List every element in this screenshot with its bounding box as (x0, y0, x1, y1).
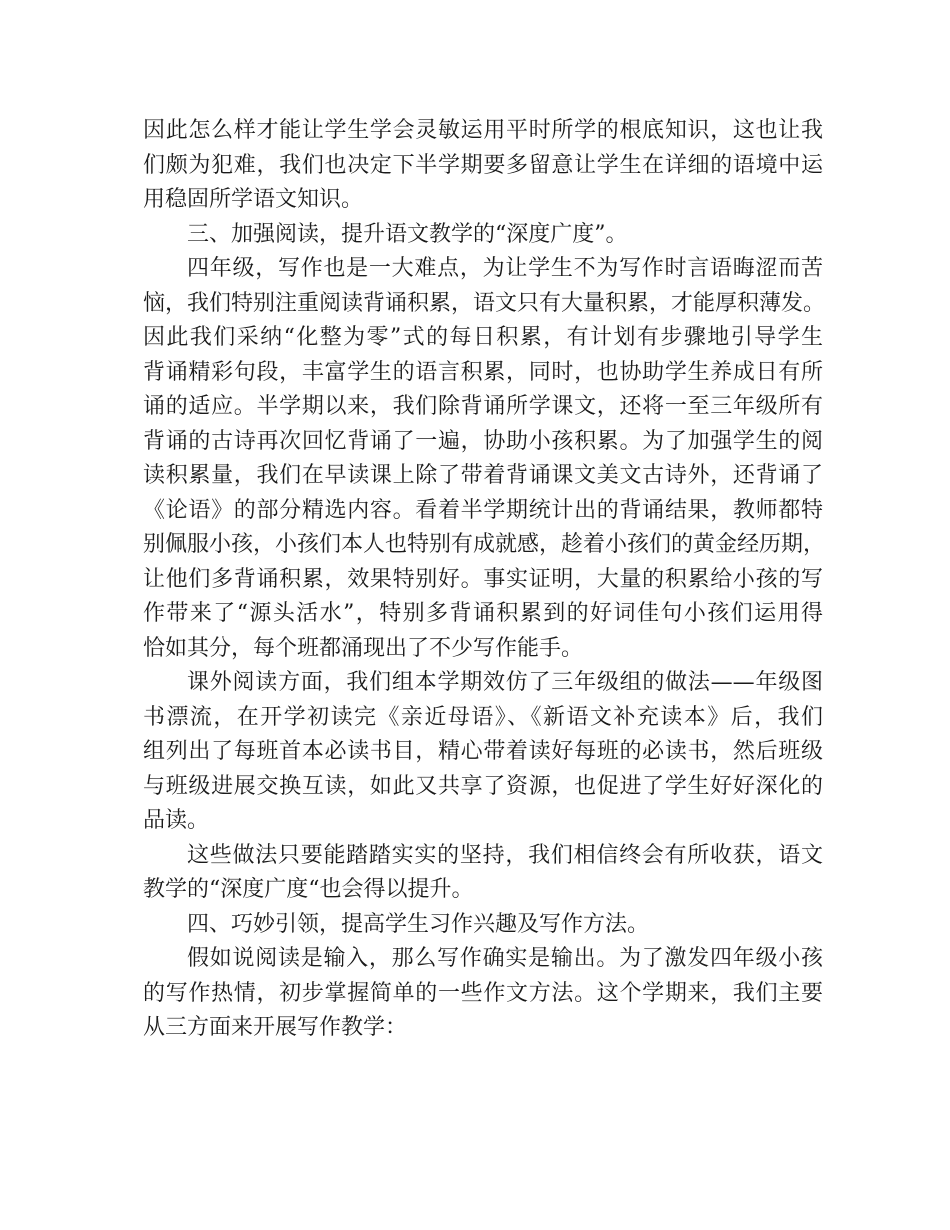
section-heading (143, 908, 823, 943)
text-line: 用稳固所学语文知识。 (143, 187, 364, 212)
heading-line: 四、巧妙引领，提高学生习作兴趣及写作方法。 (187, 911, 650, 937)
text-line: 假如说阅读是输入，那么写作确实是输出。为了激发四年级小孩 (187, 946, 823, 971)
text-line: 作带来了“源头活水”，特别多背诵积累到的好词佳句小孩们运用得 (143, 601, 823, 626)
text-line: 背诵精彩句段，丰富学生的语言积累，同时，也协助学生养成日有所 (143, 359, 823, 385)
text-line: 诵的适应。半学期以来，我们除背诵所学课文，还将一至三年级所有 (143, 394, 823, 419)
text-line: 恼，我们特别注重阅读背诵积累，语文只有大量积累，才能厚积薄发。 (143, 290, 826, 316)
text-line: 恰如其分，每个班都涌现出了不少写作能手。 (143, 635, 584, 661)
text-line: 们颇为犯难，我们也决定下半学期要多留意让学生在详细的语境中运 (143, 152, 823, 178)
text-line: 四年级，写作也是一大难点，为让学生不为写作时言语晦涩而苦 (187, 256, 823, 281)
paragraph (143, 839, 823, 908)
text-line: 因此怎么样才能让学生学会灵敏运用平时所学的根底知识，这也让我 (143, 118, 823, 143)
text-line: 因此我们采纳“化整为零”式的每日积累，有计划有步骤地引导学生 (143, 325, 823, 350)
document-page (143, 114, 826, 1046)
paragraph (143, 666, 823, 839)
text-line: 的写作热情，初步掌握简单的一些作文方法。这个学期来，我们主要 (143, 980, 823, 1006)
text-line: 这些做法只要能踏踏实实的坚持，我们相信终会有所收获，语文 (187, 842, 823, 868)
text-line: 组列出了每班首本必读书目，精心带着读好每班的必读书，然后班级 (143, 739, 823, 764)
text-line: 课外阅读方面，我们组本学期效仿了三年级组的做法——年级图 (187, 670, 823, 695)
text-line: 从三方面来开展写作教学： (143, 1015, 408, 1040)
text-line: 书漂流，在开学初读完《亲近母语》、《新语文补充读本》后，我们 (143, 704, 823, 730)
text-line: 教学的“深度广度“也会得以提升。 (143, 877, 474, 902)
paragraph (143, 114, 823, 218)
text-line: 背诵的古诗再次回忆背诵了一遍，协助小孩积累。为了加强学生的阅 (143, 428, 823, 454)
heading-line: 三、加强阅读，提升语文教学的“深度广度”。 (187, 221, 628, 247)
text-line: 与班级进展交换互读，如此又共享了资源，也促进了学生好好深化的 (143, 773, 823, 799)
section-heading (143, 218, 823, 253)
text-line: 读积累量，我们在早读课上除了带着背诵课文美文古诗外，还背诵了 (143, 463, 823, 488)
text-line: 品读。 (143, 808, 210, 833)
text-line: 《论语》的部分精选内容。看着半学期统计出的背诵结果，教师都特 (143, 497, 823, 523)
text-line: 别佩服小孩，小孩们本人也特别有成就感，趁着小孩们的黄金经历期， (143, 532, 826, 557)
paragraph (143, 942, 823, 1046)
paragraph (143, 252, 826, 666)
text-line: 让他们多背诵积累，效果特别好。事实证明，大量的积累给小孩的写 (143, 566, 823, 592)
